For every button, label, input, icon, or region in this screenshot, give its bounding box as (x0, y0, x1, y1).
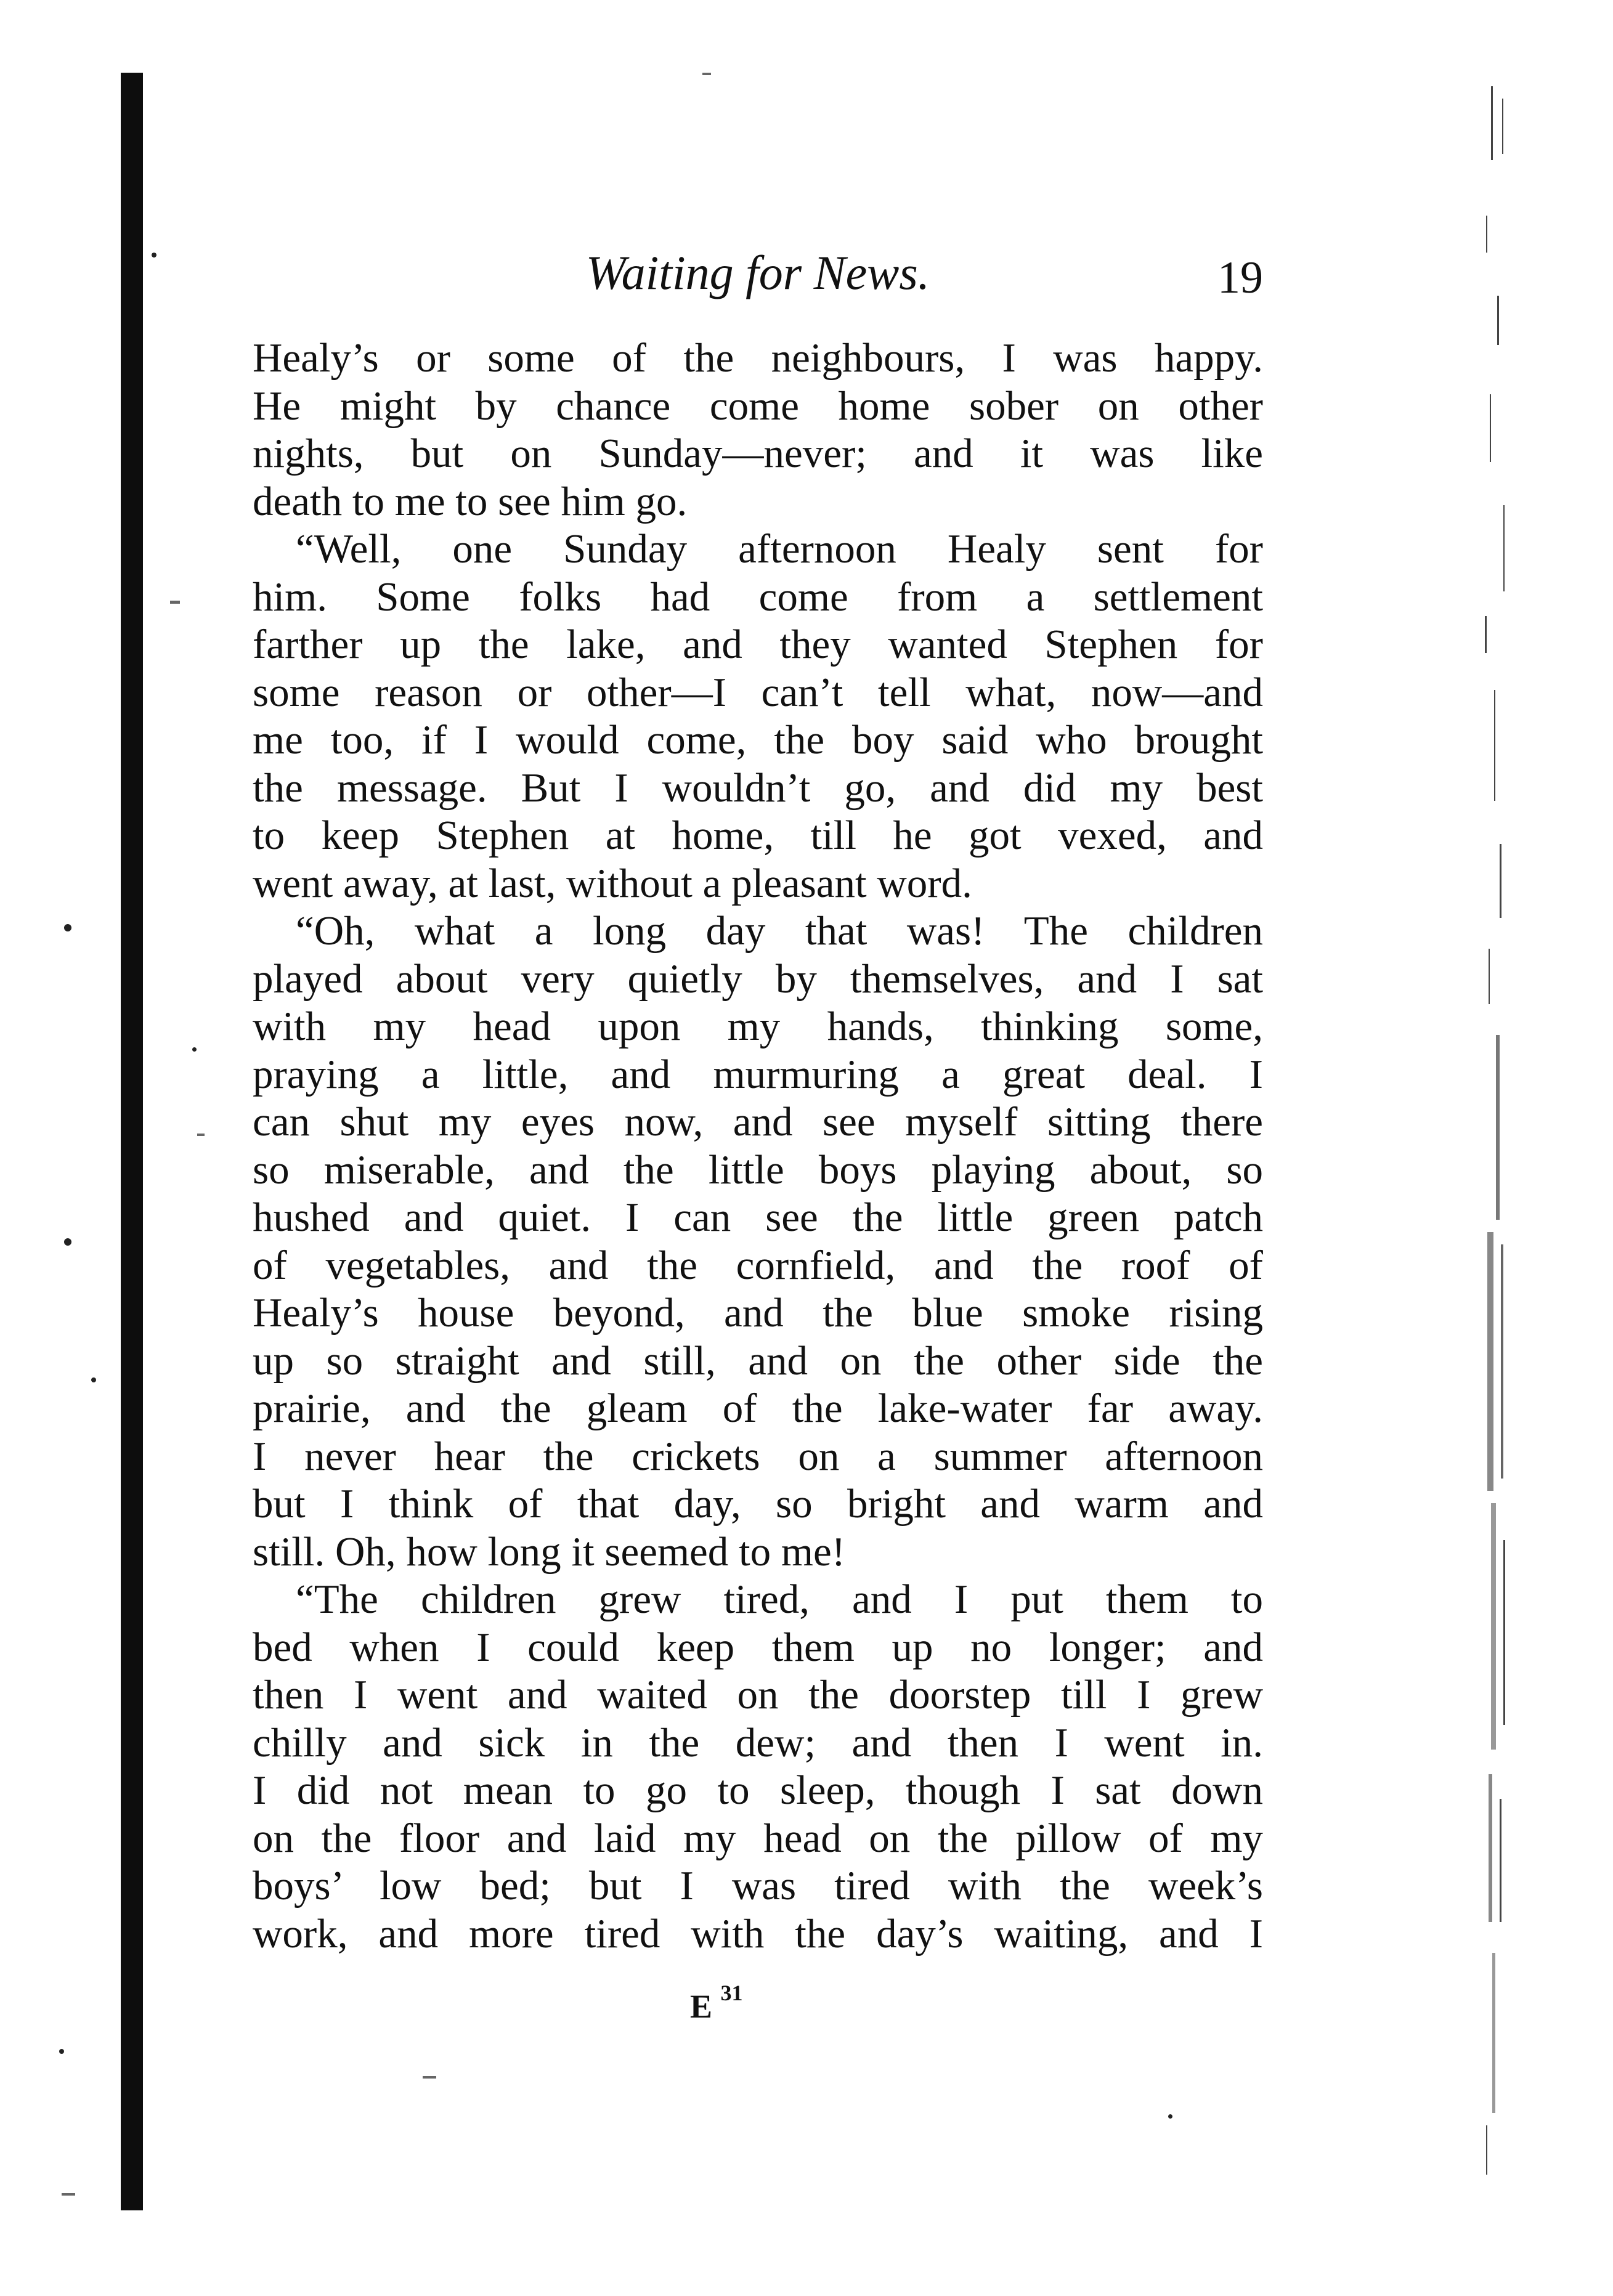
text-line: on the floor and laid my head on the pillow of my (253, 1815, 1263, 1861)
scan-speck (702, 73, 711, 75)
text-line: played about very quietly by themselves, and I sat (253, 955, 1263, 1002)
text-line: “Well, one Sunday afternoon Healy sent for (296, 526, 1263, 572)
running-head (253, 228, 1263, 308)
scan-speck (152, 253, 156, 258)
text-line: then I went and waited on the doorstep till I grew (253, 1672, 1263, 1718)
body-text (253, 335, 1263, 1958)
text-line: some reason or other—I can’t tell what, now—and (253, 669, 1263, 715)
text-line: I never hear the crickets on a summer afternoon (253, 1433, 1263, 1479)
signature-number: 31 (720, 1981, 743, 2005)
scan-speck (64, 924, 71, 931)
text-line: boys’ low bed; but I was tired with the week’s (253, 1863, 1263, 1909)
scan-speck (59, 2049, 64, 2054)
text-line: Healy’s house beyond, and the blue smoke rising (253, 1290, 1263, 1336)
text-line: chilly and sick in the dew; and then I went in. (253, 1719, 1263, 1766)
text-line: went away, at last, without a pleasant word. (253, 860, 972, 906)
text-line: of vegetables, and the cornfield, and the roof of (253, 1242, 1263, 1288)
scan-speck (170, 601, 180, 604)
text-line: with my head upon my hands, thinking some, (253, 1004, 1263, 1049)
text-line: He might by chance come home sober on other (253, 383, 1263, 429)
text-line: so miserable, and the little boys playing about, so (253, 1146, 1263, 1193)
text-line: hushed and quiet. I can see the little green patch (253, 1195, 1263, 1240)
text-line: death to me to see him go. (253, 478, 688, 524)
text-line: bed when I could keep them up no longer; and (253, 1624, 1263, 1670)
text-line: me too, if I would come, the boy said who brought (253, 717, 1263, 763)
text-line: to keep Stephen at home, till he got vexed, and (253, 813, 1263, 858)
text-line: “The children grew tired, and I put them to (296, 1576, 1263, 1622)
text-line: prairie, and the gleam of the lake-water far away. (253, 1385, 1263, 1431)
text-line: can shut my eyes now, and see myself sitting there (253, 1099, 1263, 1145)
page-binding-edge (121, 73, 143, 2210)
text-line: up so straight and still, and on the other side the (253, 1337, 1263, 1384)
text-line: still. Oh, how long it seemed to me! (253, 1528, 846, 1575)
signature-letter: E (690, 1988, 713, 2025)
text-line: praying a little, and murmuring a great deal. I (253, 1051, 1263, 1097)
page-number: 19 (1217, 253, 1263, 303)
scan-speck (192, 1047, 197, 1052)
text-line: I did not mean to go to sleep, though I sat down (253, 1767, 1263, 1813)
scan-speck (1168, 2114, 1172, 2119)
text-line: the message. But I wouldn’t go, and did my best (253, 765, 1263, 811)
scan-edge-noise (1473, 74, 1521, 2181)
text-line: farther up the lake, and they wanted Stephen for (253, 622, 1263, 667)
scan-speck (64, 1238, 71, 1246)
text-line: nights, but on Sunday—never; and it was like (253, 431, 1263, 476)
text-line: Healy’s or some of the neighbours, I was happy. (253, 335, 1263, 381)
text-line: him. Some folks had come from a settlement (253, 574, 1263, 620)
scan-speck (197, 1134, 205, 1136)
running-title: Waiting for News. (585, 246, 930, 299)
text-line: work, and more tired with the day’s waiting, and I (253, 1910, 1263, 1957)
printer-signature-mark (690, 1971, 813, 2028)
scan-speck (91, 1377, 96, 1382)
scan-speck (423, 2076, 436, 2079)
text-line: “Oh, what a long day that was! The children (296, 908, 1263, 954)
scan-speck (62, 2193, 75, 2196)
text-line: but I think of that day, so bright and warm and (253, 1481, 1263, 1527)
